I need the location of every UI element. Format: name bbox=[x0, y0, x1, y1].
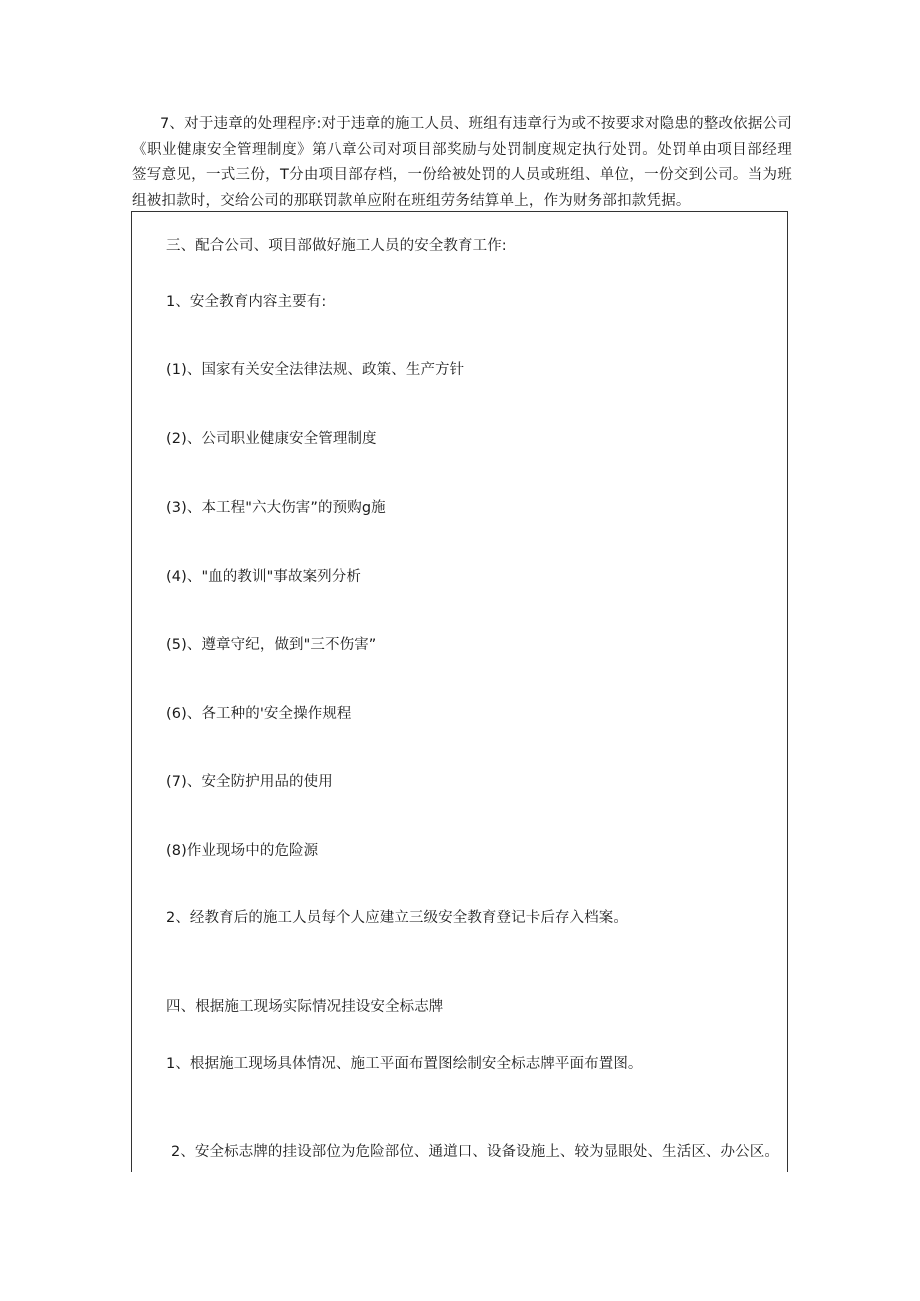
section3-subitem-3: (3)、本工程"六大伤害”的预购g施 bbox=[166, 500, 386, 516]
section4-heading: 四、根据施工现场实际情况挂设安全标志牌 bbox=[166, 999, 444, 1015]
section3-subitem-8: (8)作业现场中的危险源 bbox=[166, 843, 319, 859]
section3-item2: 2、经教育后的施工人员每个人应建立三级安全教育登记卡后存入档案。 bbox=[166, 910, 628, 926]
intro-paragraph: 7、对于违章的处理程序:对于违章的施工人员、班组有违章行为或不按要求对隐患的整改依据公司《职业健康安全管理制度》第八章公司对项目部奖励与处罚制度规定执行处罚。处罚单由项目部经理签写意见，一式三份，T分由项目部存档，一份给被处罚的人员或班组、单位，一份交到公司。当为班组被扣款时，交给公司的那联罚款单应附在班组劳务结算单上，作为财务部扣款凭据。 bbox=[132, 116, 792, 209]
section3-subitem-1: (1)、国家有关安全法律法规、政策、生产方针 bbox=[166, 362, 465, 378]
section3-subitem-2: (2)、公司职业健康安全管理制度 bbox=[166, 431, 377, 447]
section4-item1: 1、根据施工现场具体情况、施工平面布置图绘制安全标志牌平面布置图。 bbox=[166, 1056, 643, 1072]
section3-subitem-5: (5)、遵章守纪，做到"三不伤害” bbox=[166, 637, 377, 653]
bordered-section-box bbox=[131, 211, 788, 1172]
section4-item2: 2、安全标志牌的挂设部位为危险部位、通道口、设备设施上、较为显眼处、生活区、办公区。 bbox=[171, 1144, 779, 1160]
section3-heading: 三、配合公司、项目部做好施工人员的安全教育工作: bbox=[166, 238, 507, 254]
section3-subitem-7: (7)、安全防护用品的使用 bbox=[166, 774, 333, 790]
section3-subitem-6: (6)、各工种的'安全操作规程 bbox=[166, 706, 352, 722]
section3-subitem-4: (4)、"血的教训"事故案列分析 bbox=[166, 569, 361, 585]
section3-item1: 1、安全教育内容主要有: bbox=[166, 294, 327, 310]
